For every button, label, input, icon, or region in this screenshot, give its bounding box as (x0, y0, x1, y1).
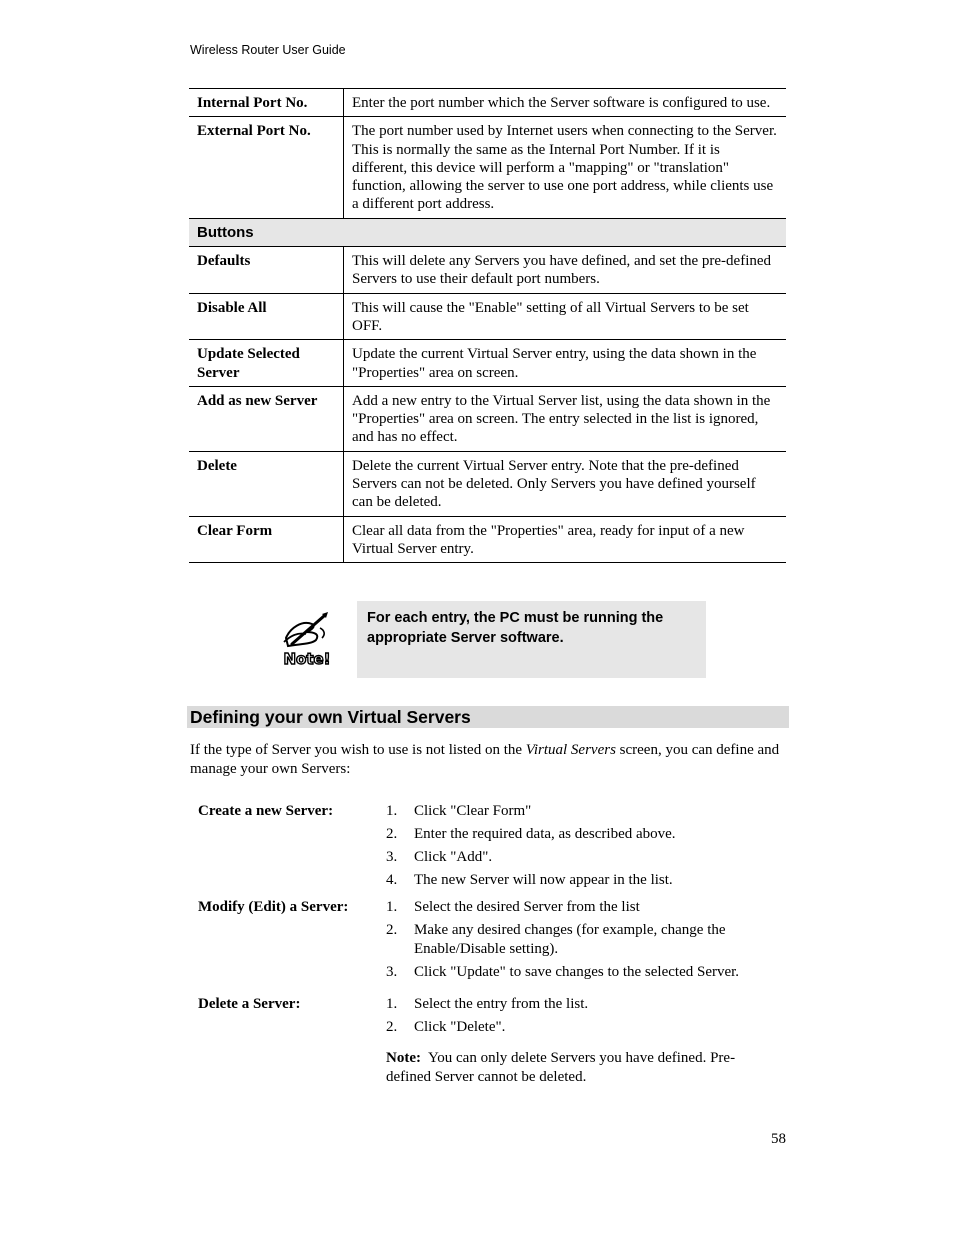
list-item: 2. Click "Delete". (386, 1019, 506, 1035)
list-item: 1. Select the desired Server from the list (386, 899, 640, 915)
delete-note-label: Note: (386, 1050, 421, 1066)
steps-list (386, 995, 761, 1041)
desc-clear-form: Clear all data from the "Properties" area, ready for input of a new Virtual Server entry. (344, 516, 787, 563)
delete-note: Note: You can only delete Servers you have defined. Pre-defined Server cannot be deleted. (386, 1050, 736, 1085)
section-heading: Defining your own Virtual Servers (187, 706, 789, 728)
list-item: 2. Enter the required data, as described above. (386, 826, 676, 842)
note-callout: For each entry, the PC must be running the appropriate Server software. (357, 601, 706, 678)
table-row (189, 247, 786, 294)
term-delete: Delete (189, 451, 344, 516)
note-icon-label: Note! (283, 650, 331, 668)
term-clear-form: Clear Form (189, 516, 344, 563)
table-row (189, 117, 786, 218)
table-row (189, 293, 786, 340)
table-row (189, 340, 786, 387)
procedure-label: Modify (Edit) a Server: (198, 899, 349, 915)
list-item: 3. Click "Update" to save changes to the selected Server. (386, 963, 740, 980)
list-item: 4. The new Server will now appear in the list. (386, 872, 673, 888)
note-pencil-icon (276, 608, 338, 670)
list-item: 2. Make any desired changes (for example, change the Enable/Disable setting). (386, 922, 726, 957)
term-internal-port: Internal Port No. (189, 89, 344, 117)
running-header: Wireless Router User Guide (190, 43, 346, 57)
desc-add-new: Add a new entry to the Virtual Server list, using the data shown in the "Properties" area on screen. The entry selected in the list is ignored, and has no effect. (344, 386, 787, 451)
term-update-selected: Update Selected Server (189, 340, 344, 387)
table-row (189, 451, 786, 516)
list-item: 1. Click "Clear Form" (386, 803, 532, 819)
desc-update-selected: Update the current Virtual Server entry, using the data shown in the "Properties" area on screen. (344, 340, 787, 387)
desc-defaults: This will delete any Servers you have defined, and set the pre-defined Servers to use their default port numbers. (344, 247, 787, 294)
procedure-label: Create a new Server: (198, 803, 334, 819)
term-disable-all: Disable All (189, 293, 344, 340)
term-defaults: Defaults (189, 247, 344, 294)
table-row (189, 386, 786, 451)
table-section-row (189, 218, 786, 246)
table-row (189, 89, 786, 117)
intro-italic-term: Virtual Servers (525, 742, 616, 758)
steps-list (386, 802, 761, 894)
desc-delete: Delete the current Virtual Server entry. Note that the pre-defined Servers can not be deleted. Only Servers you have defined yourself can be deleted. (344, 451, 787, 516)
section-label-buttons: Buttons (189, 218, 786, 246)
table-row (189, 516, 786, 563)
page-number: 58 (771, 1131, 786, 1147)
list-item: 1. Select the entry from the list. (386, 996, 589, 1012)
desc-external-port: The port number used by Internet users when connecting to the Server. This is normally the same as the Internal Port Number. If it is different, this device will perform a "mapping" or "translation" function, allowing the server to use one port address, while clients use a different port address. (344, 117, 787, 218)
desc-disable-all: This will cause the "Enable" setting of all Virtual Servers to be set OFF. (344, 293, 787, 340)
desc-internal-port: Enter the port number which the Server software is configured to use. (344, 89, 787, 117)
term-add-new: Add as new Server (189, 386, 344, 451)
list-item: 3. Click "Add". (386, 849, 493, 865)
intro-paragraph: If the type of Server you wish to use is not listed on the Virtual Servers screen, you can define and manage your own Servers: (190, 742, 780, 777)
steps-list (386, 898, 761, 986)
procedure-label: Delete a Server: (198, 996, 301, 1012)
definition-table (189, 88, 786, 563)
term-external-port: External Port No. (189, 117, 344, 218)
